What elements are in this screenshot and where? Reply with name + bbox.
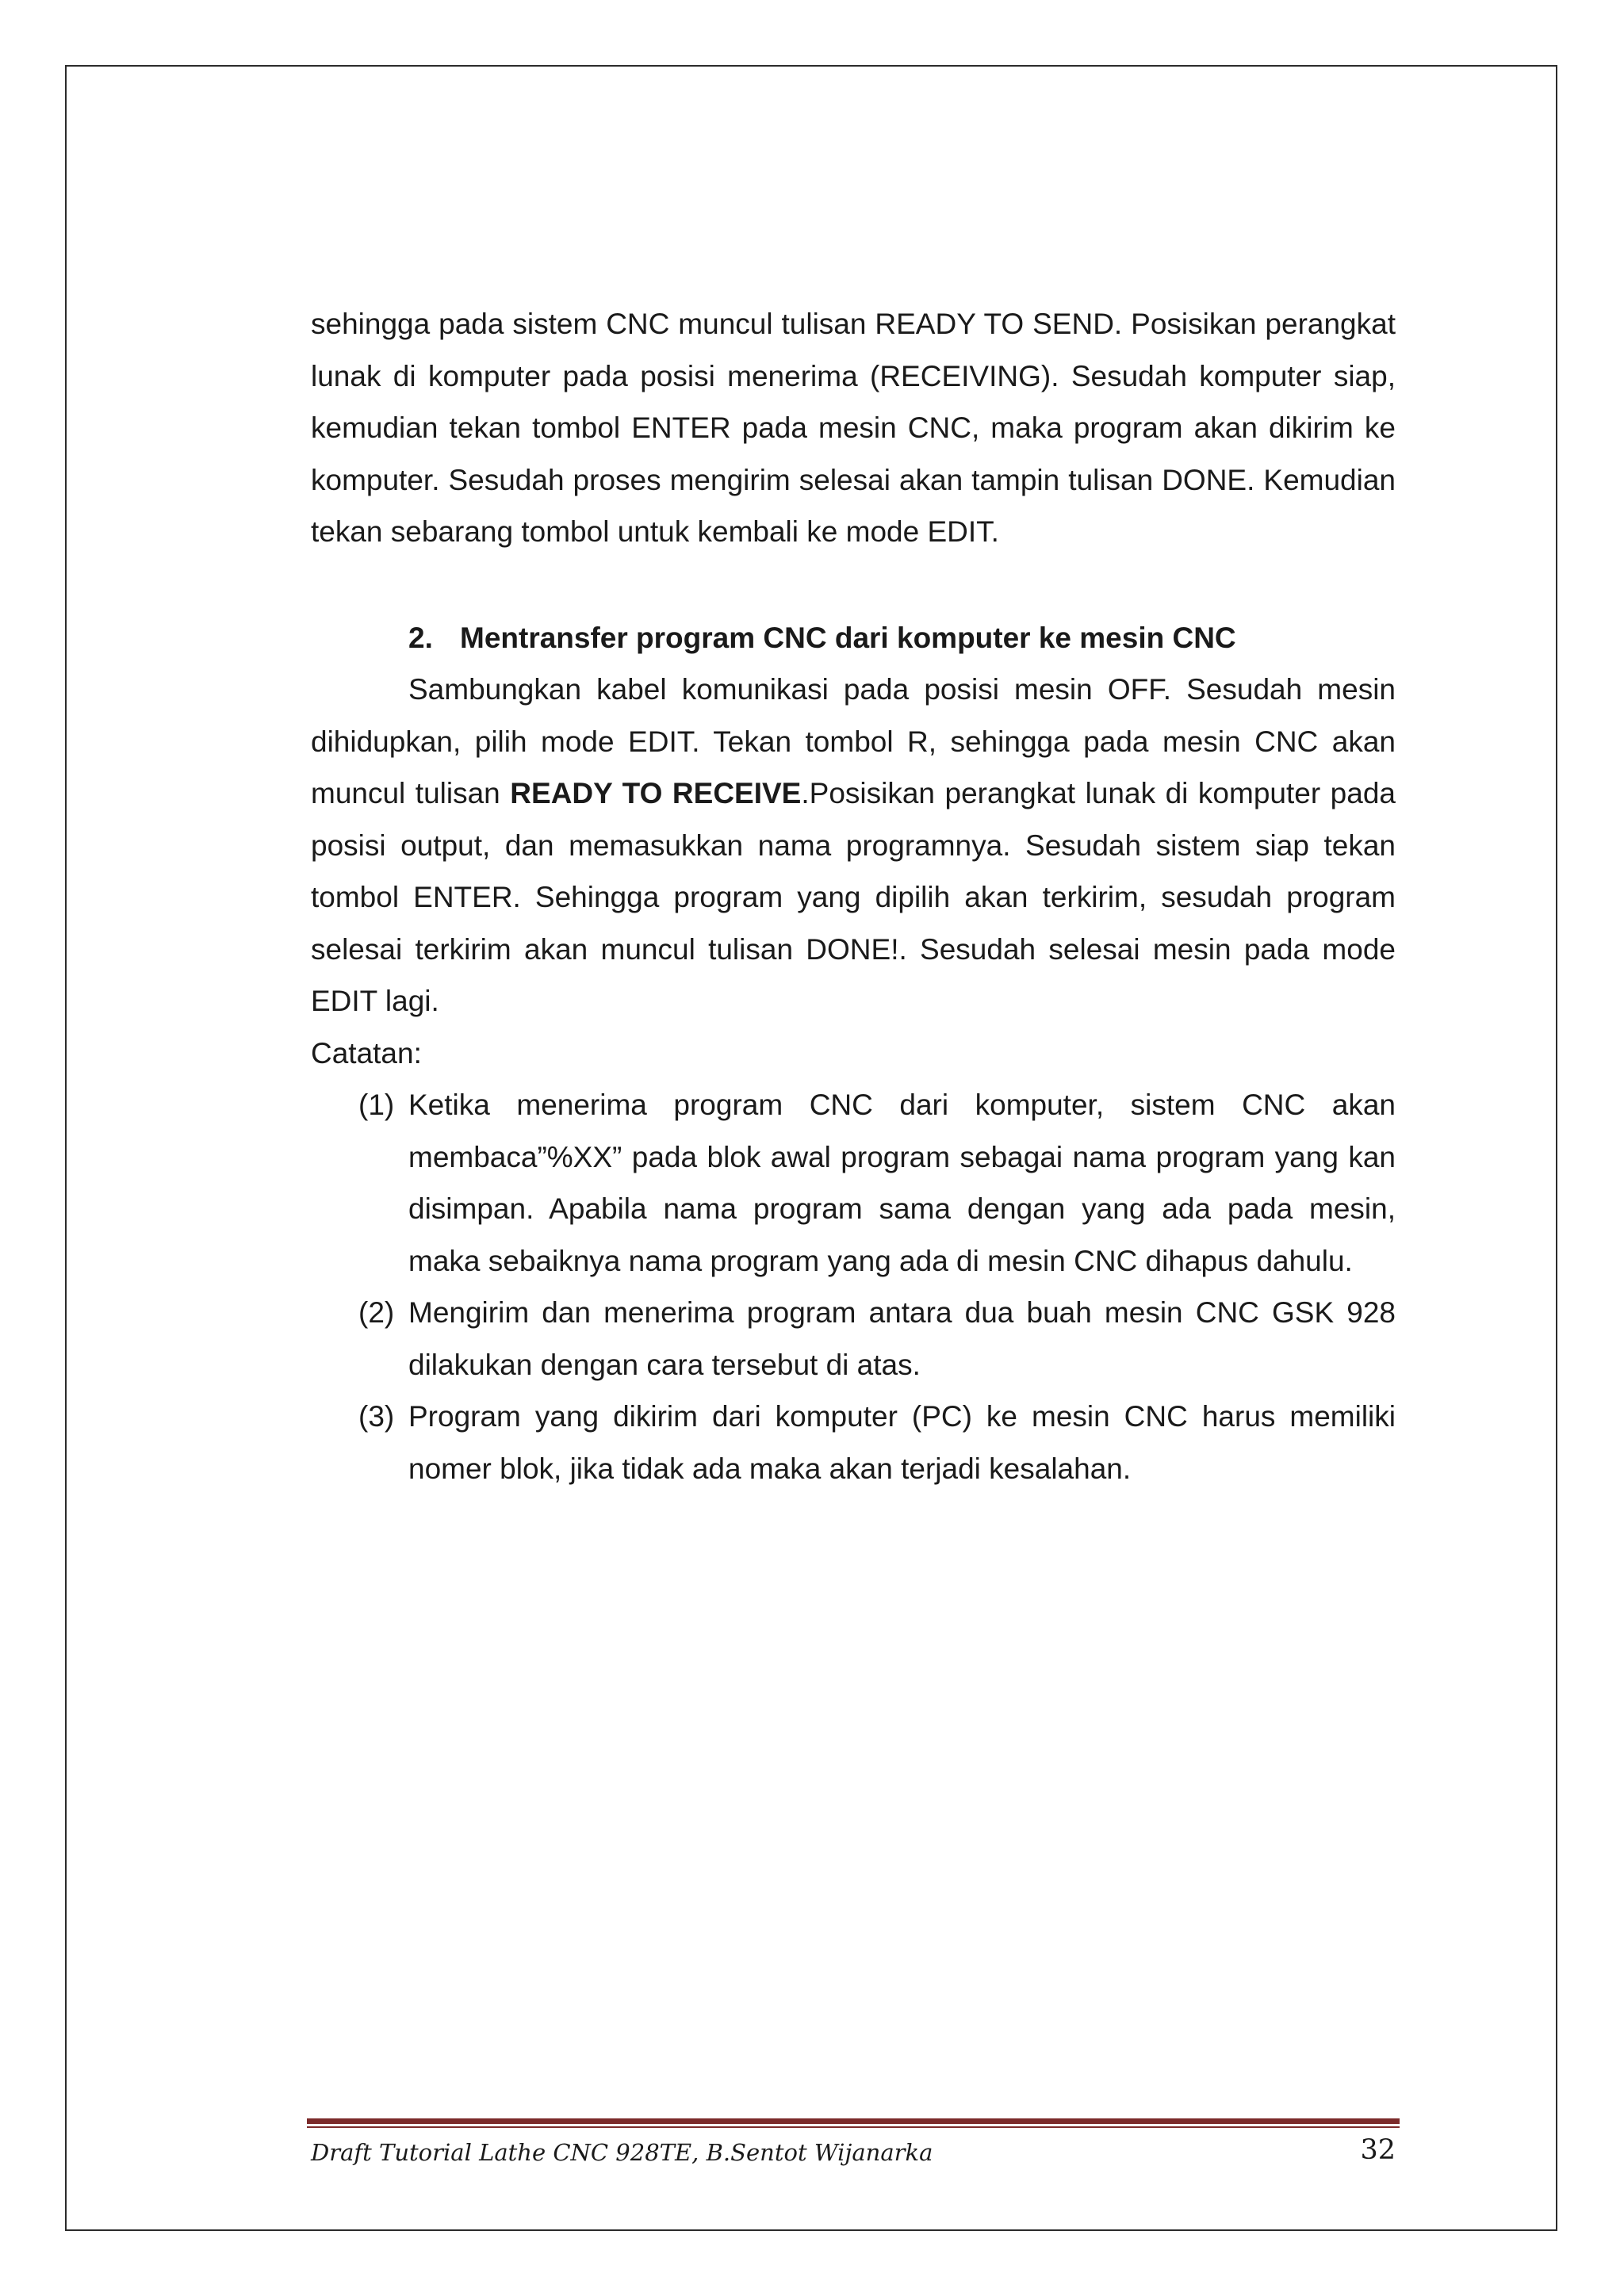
paragraph-1: sehingga pada sistem CNC muncul tulisan READY TO SEND. Posisikan perangkat lunak di komputer pada posisi menerima (RECEIVING). Sesudah komputer siap, kemudian tekan tombol ENTER pada mesin CNC, maka program akan dikirim ke komputer. Sesudah proses mengirim selesai akan tampin tulisan DONE. Kemudian tekan sebarang tombol untuk kembali ke mode EDIT. bbox=[311, 308, 1396, 548]
note-item bbox=[358, 1287, 1396, 1391]
page-number: 32 bbox=[1360, 2134, 1396, 2166]
notes-list bbox=[311, 1079, 1396, 1494]
note-text: Ketika menerima program CNC dari komputer, sistem CNC akan membaca”%XX” pada blok awal program sebagai nama program yang kan disimpan. Apabila nama program sama dengan yang ada pada mesin, maka sebaiknya nama program yang ada di mesin CNC dihapus dahulu. bbox=[408, 1089, 1396, 1277]
note-text: Program yang dikirim dari komputer (PC) ke mesin CNC harus memiliki nomer blok, jika tidak ada maka akan terjadi kesalahan. bbox=[408, 1400, 1396, 1485]
section-title: Mentransfer program CNC dari komputer ke mesin CNC bbox=[460, 621, 1236, 654]
notes-label: Catatan: bbox=[311, 1036, 422, 1070]
ready-to-receive-bold: READY TO RECEIVE bbox=[510, 777, 802, 809]
note-number: (1) bbox=[358, 1089, 395, 1121]
note-item bbox=[358, 1391, 1396, 1494]
note-number: (3) bbox=[358, 1400, 395, 1433]
paragraph-2-start: Sambungkan kabel komunikasi pada posisi mesin OFF. Sesudah mesin dihidupkan, pilih mode EDIT. Tekan tombol R, sehingga pada mesin CNC akan muncul tulisan bbox=[311, 673, 1396, 809]
note-item bbox=[358, 1079, 1396, 1287]
paragraph-2-end: .Posisikan perangkat lunak di komputer pada posisi output, dan memasukkan nama programnya. Sesudah sistem siap tekan tombol ENTER. Sehingga program yang dipilih akan terkirim, sesudah program selesai terkirim akan muncul tulisan DONE!. Sesudah selesai mesin pada mode EDIT lagi. bbox=[311, 777, 1396, 1017]
footer-rule-thick bbox=[307, 2118, 1400, 2124]
paragraph-2 bbox=[311, 664, 1396, 1027]
document-body bbox=[311, 298, 1396, 1494]
footer-rule-thin bbox=[307, 2126, 1400, 2128]
section-number: 2. bbox=[408, 621, 433, 654]
note-text: Mengirim dan menerima program antara dua buah mesin CNC GSK 928 dilakukan dengan cara tersebut di atas. bbox=[408, 1296, 1396, 1381]
footer-title: Draft Tutorial Lathe CNC 928TE, B.Sentot Wijanarka bbox=[311, 2139, 933, 2166]
section-heading-2 bbox=[311, 612, 1396, 664]
note-number: (2) bbox=[358, 1296, 395, 1329]
